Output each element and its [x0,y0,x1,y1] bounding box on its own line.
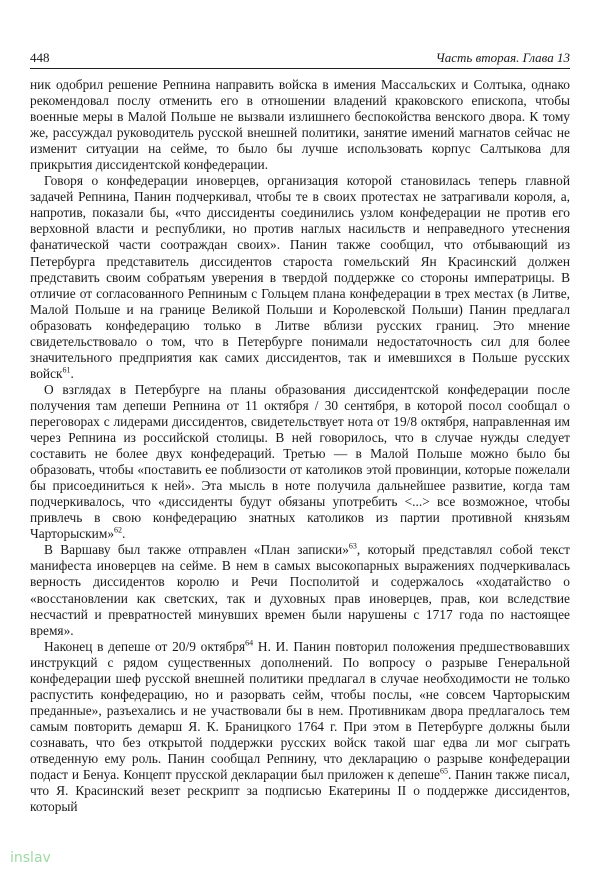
paragraph: О взглядах в Петербурге на планы образования диссидентской конфедерации после получения там депеши Репнина от 11 октября / 30 сентября, в которой посол сообщал о переговорах с лидерами диссидентов, свидетельствует нота от 19/8 октября, направленная им через Репнина из российской столицы. В ней говорилось, что в случае нужды следует составить не более двух конфедераций. Третью — в Малой Польше можно было бы образовать, чтобы «поставить ее поблизости от католиков этой провинции, которые пожелали бы присоединиться к ней». Эта мысль в ноте получила дальнейшее развитие, когда там подчеркивалось, что «диссиденты будут обязаны употребить <...> все возможное, чтобы привлечь в свою конфедерацию знатных католиков из партии противной князьям Чарторыским»$^{62}$. [30,381,570,542]
paragraph: Наконец в депеше от 20/9 октября$^{64}$ Н. И. Панин повторил положения предшествовавших инструкций с рядом существенных дополнений. По вопросу о разрыве Генеральной конфедерации шеф русской внешней политики предлагал в случае необходимости не только распустить конфедерацию, но и разорвать сейм, чтобы послы, «не совсем Чарторыским преданные», разъехались и не участвовали бы в нем. Противникам двора предлагалось тем самым повторить демарш Я. К. Браницкого 1764 г. При этом в Петербурге должны были сознавать, что без открытой поддержки русских войск такой шаг едва ли мог сыграть отведенную ему роль. Панин сообщал Репнину, что декларацию о разрыве конфедерации подаст и Бенуа. Концепт прусской декларации был приложен к депеше$^{65}$. Панин также писал, что Я. Красинский везет рескрипт за подписью Екатерины II о поддержке диссидентов, который [30,638,570,815]
footnote-ref: 63 [348,541,357,551]
page-number: 448 [30,50,50,65]
footnote-ref: 65 [439,766,448,776]
page-header [30,50,570,69]
running-title: Часть вторая. Глава 13 [435,50,570,65]
footnote-ref: 61 [62,365,71,375]
paragraph: Говоря о конфедерации иноверцев, организация которой становилась теперь главной задачей Репнина, Панин подчеркивал, чтобы те в своих протестах не затрагивали короля, а, напротив, показали бы, «что диссиденты соединились узлом конфедерации не против его верховной власти и республики, но против наглых насильств и неправедного утеснения фанатической части соотраждан своих». Панин также сообщил, что отбывающий из Петербурга представитель диссидентов староста гомельский Ян Красинский должен представить своим собратьям уверения в твердой поддержке со стороны императрицы. В отличие от согласованного Репниным с Гольцем плана конфедерации в трех местах (в Литве, Малой Польше и на границе Великой Польши и Королевской Польши) Панин предлагал образовать конфедерацию только в Литве вблизи русских границ. Это мнение свидетельствовало о том, что в Петербурге понимали недостаточность сил для более значительного предприятия как самих диссидентов, так и имевшихся в Польше русских войск$^{61}$. [30,173,570,381]
watermark: inslav [10,850,51,866]
paragraph: ник одобрил решение Репнина направить войска в имения Массальских и Солтыка, однако рекомендовал послу отменить его в отношении владений краковского епископа, чтобы военные меры в Малой Польше не вызвали излишнего беспокойства венского двора. К тому же, рассуждал руководитель русской внешней политики, занятие имений магнатов сейчас не изменит ситуации на сейме, то было бы лучше использовать корпус Салтыкова для прикрытия диссидентской конфедерации. [30,77,570,173]
footnote-ref: 64 [245,638,254,648]
body-text [30,77,570,815]
footnote-ref: 62 [114,525,123,535]
paragraph: В Варшаву был также отправлен «План записки»$^{63}$, который представлял собой текст манифеста иноверцев на сейме. В нем в самых высокопарных выражениях подчеркивалась верность диссидентов королю и Речи Посполитой и содержалось «ходатайство о «восстановлении как светских, так и духовных прав иноверцев, прав, кои вследствие несчастий и превратностей минувших времен были нарушены с 1717 года по настоящее время». [30,541,570,638]
